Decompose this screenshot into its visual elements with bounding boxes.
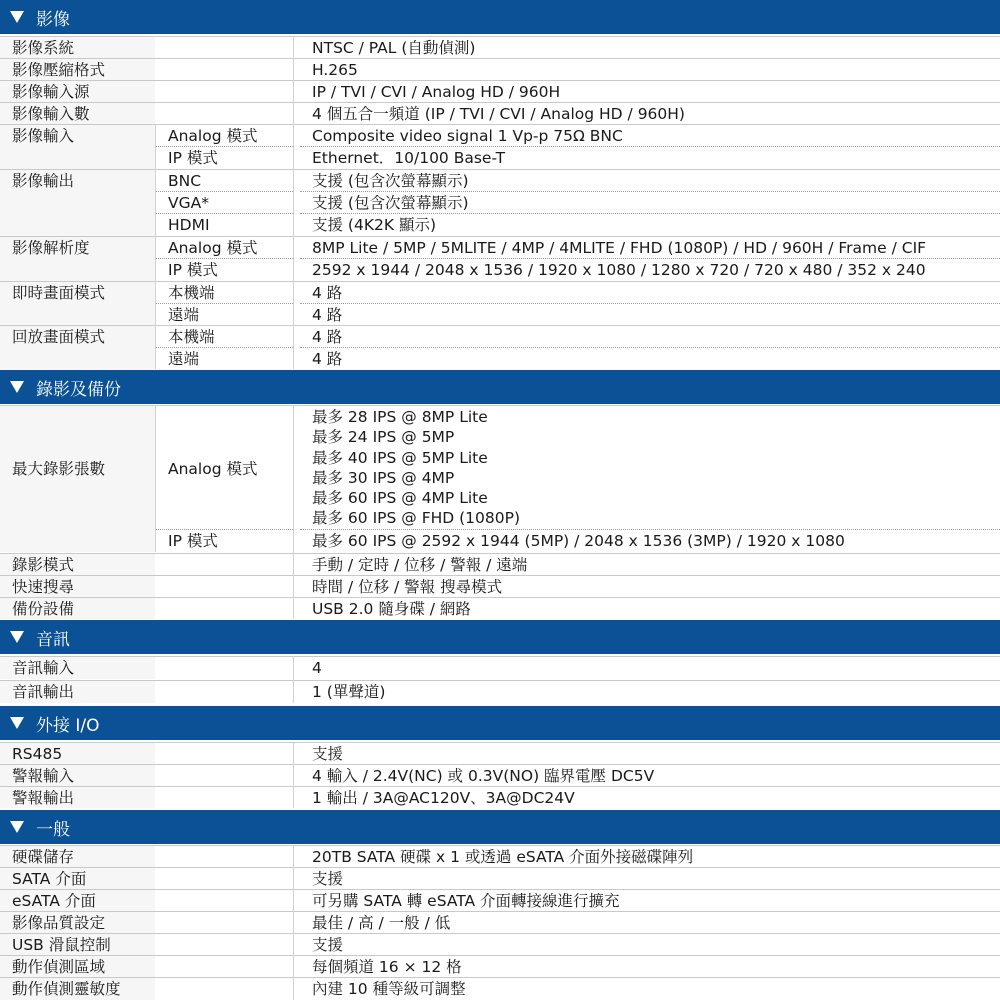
spec-mode: 遠端: [168, 306, 200, 324]
spec-row: [0, 553, 1000, 575]
spec-subrow: [0, 147, 1000, 169]
spec-label-cont: [0, 304, 155, 325]
section-title: 錄影及備份: [36, 379, 121, 400]
spec-label: RS485: [0, 743, 155, 764]
spec-value: 每個頻道 16 × 12 格: [312, 958, 462, 976]
spec-value: 可另購 SATA 轉 eSATA 介面轉接線進行擴充: [312, 892, 620, 910]
spec-mode: IP 模式: [168, 149, 218, 167]
spec-value: 支援: [312, 936, 344, 954]
spec-mode: Analog 模式: [156, 406, 293, 530]
spec-label: eSATA 介面: [0, 890, 155, 911]
column-divider: [293, 845, 294, 1000]
spec-row: [0, 236, 1000, 259]
spec-value: 支援: [312, 870, 344, 888]
spec-subrow: [0, 304, 1000, 325]
column-divider: [293, 742, 294, 808]
spec-value: USB 2.0 隨身碟 / 網路: [312, 600, 471, 618]
spec-label: 最大錄影張數: [0, 406, 155, 530]
spec-row: [0, 955, 1000, 977]
spec-row: [0, 281, 1000, 304]
section-title: 影像: [36, 9, 70, 30]
spec-value: 4 輸入 / 2.4V(NC) 或 0.3V(NO) 臨界電壓 DC5V: [312, 767, 655, 785]
spec-label: 警報輸出: [0, 787, 155, 808]
spec-label: 硬碟儲存: [0, 846, 155, 867]
spec-value: 最多 60 IPS @ 2592 x 1944 (5MP) / 2048 x 1536 (3MP) / 1920 x 1080: [312, 532, 845, 550]
spec-value-line: 最多 28 IPS @ 8MP Lite: [312, 408, 488, 426]
section-title: 一般: [36, 819, 70, 840]
spec-label: 影像輸入數: [0, 103, 155, 124]
spec-label: 即時畫面模式: [0, 282, 155, 304]
spec-row: [0, 58, 1000, 80]
spec-subrow: [0, 214, 1000, 236]
spec-label-cont: [0, 192, 155, 214]
spec-label-cont: [0, 214, 155, 236]
spec-row-max-recording: [0, 405, 1000, 530]
spec-subrow: [0, 259, 1000, 281]
spec-value-line: 最多 40 IPS @ 5MP Lite: [312, 448, 488, 467]
spec-row: [0, 680, 1000, 703]
spec-value: 20TB SATA 硬碟 x 1 或透過 eSATA 介面外接磁碟陣列: [312, 848, 694, 866]
triangle-down-icon: [10, 631, 24, 643]
spec-value: 1 輸出 / 3A@AC120V、3A@DC24V: [312, 789, 575, 807]
column-divider: [293, 36, 294, 369]
section-header-recording: [0, 370, 1000, 404]
spec-value: 2592 x 1944 / 2048 x 1536 / 1920 x 1080 / 1280 x 720 / 720 x 480 / 352 x 240: [312, 261, 926, 279]
spec-row: [0, 845, 1000, 867]
spec-label-cont: [0, 348, 155, 369]
triangle-down-icon: [10, 821, 24, 833]
spec-mode: 本機端: [156, 282, 293, 304]
spec-row: [0, 889, 1000, 911]
section-header-video: [0, 0, 1000, 34]
column-divider: [155, 124, 156, 369]
column-divider: [293, 656, 294, 703]
spec-value: 手動 / 定時 / 位移 / 警報 / 遠端: [312, 556, 528, 574]
spec-label: 影像壓縮格式: [0, 59, 155, 80]
spec-value: 4 路: [300, 326, 1000, 348]
spec-row: [0, 325, 1000, 348]
spec-row: [0, 786, 1000, 808]
spec-value: 4 個五合一頻道 (IP / TVI / CVI / Analog HD / 960H): [312, 105, 685, 123]
spec-label: 錄影模式: [0, 554, 155, 575]
spec-value: 8MP Lite / 5MP / 5MLITE / 4MP / 4MLITE / FHD (1080P) / HD / 960H / Frame / CIF: [300, 237, 1000, 259]
spec-value: 時間 / 位移 / 警報 搜尋模式: [312, 578, 503, 596]
spec-value: 支援: [312, 745, 344, 763]
spec-label: 備份設備: [0, 598, 155, 619]
spec-value: H.265: [312, 61, 358, 79]
spec-row: [0, 102, 1000, 124]
spec-value: 支援 (4K2K 顯示): [312, 216, 437, 234]
spec-value-line: 最多 60 IPS @ FHD (1080P): [312, 509, 521, 528]
triangle-down-icon: [10, 717, 24, 729]
spec-row: [0, 742, 1000, 764]
spec-mode: Analog 模式: [156, 125, 293, 147]
triangle-down-icon: [10, 381, 24, 393]
spec-value-list: [300, 406, 1000, 530]
spec-label: 音訊輸入: [0, 657, 155, 679]
triangle-down-icon: [10, 11, 24, 23]
spec-row: [0, 169, 1000, 192]
spec-row: [0, 933, 1000, 955]
spec-label: 影像品質設定: [0, 912, 155, 933]
spec-row: [0, 124, 1000, 147]
spec-row: [0, 764, 1000, 786]
spec-row: [0, 80, 1000, 102]
spec-subrow: [0, 348, 1000, 369]
spec-mode: HDMI: [168, 216, 210, 234]
spec-label: SATA 介面: [0, 868, 155, 889]
spec-value-line: 最多 60 IPS @ 4MP Lite: [312, 489, 488, 508]
spec-value: Composite video signal 1 Vp-p 75Ω BNC: [300, 125, 1000, 147]
spec-label: 警報輸入: [0, 765, 155, 786]
spec-value: NTSC / PAL (自動偵測): [312, 39, 476, 57]
spec-label: 動作偵測靈敏度: [0, 978, 155, 1000]
spec-mode: VGA*: [156, 192, 293, 214]
spec-mode: IP 模式: [168, 261, 218, 279]
spec-label: USB 滑鼠控制: [0, 934, 155, 955]
spec-row: [0, 867, 1000, 889]
section-header-io: [0, 706, 1000, 740]
section-title: 音訊: [36, 629, 70, 650]
spec-subrow: [0, 192, 1000, 214]
spec-label: 回放畫面模式: [0, 326, 155, 348]
section-header-audio: [0, 620, 1000, 654]
column-divider: [155, 405, 156, 552]
spec-subrow: [0, 530, 1000, 552]
spec-label-cont: [0, 259, 155, 281]
spec-mode: 本機端: [156, 326, 293, 348]
spec-mode: 遠端: [168, 350, 200, 368]
spec-mode: IP 模式: [168, 532, 218, 550]
spec-row: [0, 977, 1000, 1000]
spec-value: IP / TVI / CVI / Analog HD / 960H: [312, 83, 561, 101]
spec-value: 支援 (包含次螢幕顯示): [300, 192, 1000, 214]
spec-value: 4 路: [312, 350, 343, 368]
spec-label: 影像輸入源: [0, 81, 155, 102]
spec-value: 4 路: [300, 282, 1000, 304]
spec-row: [0, 656, 1000, 679]
column-divider: [293, 405, 294, 619]
spec-label: 影像解析度: [0, 237, 155, 259]
spec-value: 內建 10 種等級可調整: [312, 980, 466, 998]
spec-value-line: 最多 30 IPS @ 4MP: [312, 468, 455, 487]
spec-label-cont: [0, 147, 155, 169]
spec-mode: BNC: [156, 170, 293, 192]
spec-label: 影像輸入: [0, 125, 155, 147]
spec-value-line: 最多 24 IPS @ 5MP: [312, 428, 455, 447]
spec-value: Ethernet．10/100 Base-T: [312, 149, 506, 167]
spec-label: 影像輸出: [0, 170, 155, 192]
spec-row: [0, 36, 1000, 58]
spec-label-cont: [0, 530, 155, 552]
spec-label: 動作偵測區域: [0, 956, 155, 977]
spec-mode: Analog 模式: [156, 237, 293, 259]
spec-value: 最佳 / 高 / 一般 / 低: [312, 914, 451, 932]
spec-row: [0, 575, 1000, 597]
spec-label: 音訊輸出: [0, 681, 155, 703]
section-title: 外接 I/O: [36, 715, 100, 736]
spec-value: 支援 (包含次螢幕顯示): [300, 170, 1000, 192]
spec-row: [0, 911, 1000, 933]
spec-value: 4: [312, 659, 322, 677]
spec-label: 影像系統: [0, 37, 155, 58]
section-header-general: [0, 810, 1000, 844]
spec-label: 快速搜尋: [0, 576, 155, 597]
spec-row: [0, 597, 1000, 619]
spec-value: 1 (單聲道): [312, 683, 386, 701]
spec-value: 4 路: [312, 306, 343, 324]
